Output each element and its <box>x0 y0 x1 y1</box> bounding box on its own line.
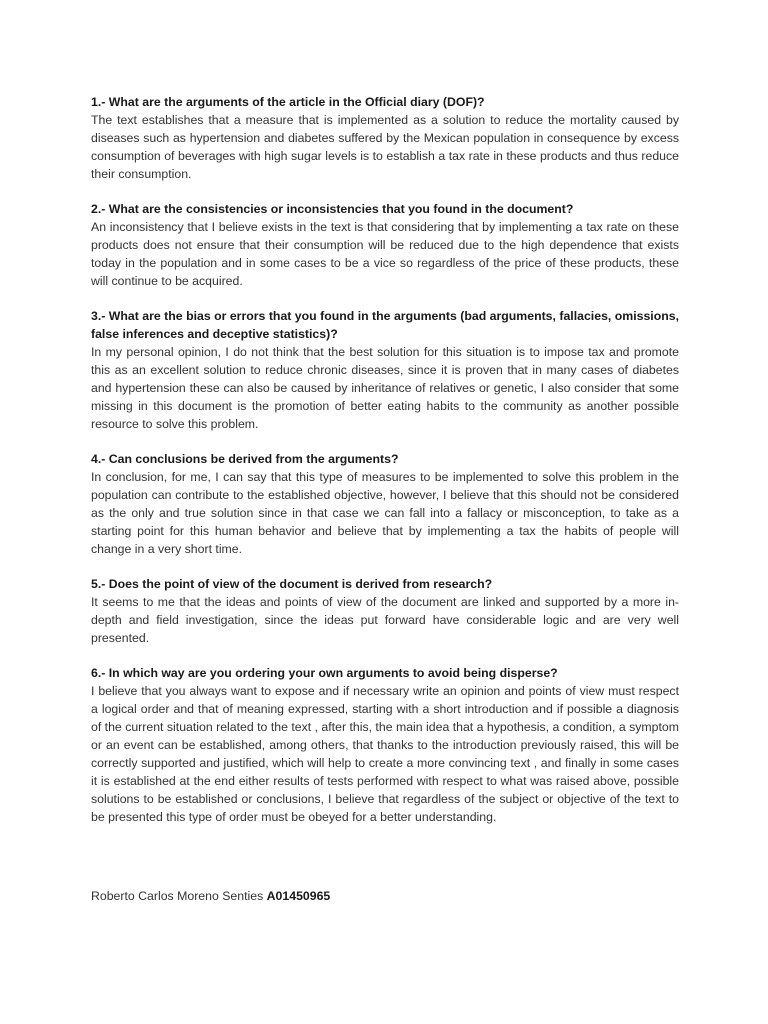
qa-block-6 <box>91 664 679 826</box>
question-heading: 3.- What are the bias or errors that you found in the arguments (bad arguments, fallacies, omissions, false inferences and deceptive statistics)? <box>91 309 679 341</box>
qa-block-1 <box>91 93 679 183</box>
author-name: Roberto Carlos Moreno Senties <box>91 889 264 903</box>
question-heading: 2.- What are the consistencies or inconsistencies that you found in the document? <box>91 202 574 216</box>
answer-paragraph: An inconsistency that I believe exists in the text is that considering that by implementing a tax rate on these products does not ensure that their consumption will be reduced due to the high dependence that exists today in the population and in some cases to be a vice so regardless of the price of these products, these will continue to be acquired. <box>91 220 679 288</box>
author-signature <box>91 887 330 905</box>
qa-block-3 <box>91 307 679 433</box>
answer-paragraph: The text establishes that a measure that is implemented as a solution to reduce the mortality caused by diseases such as hypertension and diabetes suffered by the Mexican population in consequence by excess consumption of beverages with high sugar levels is to establish a tax rate in these products and thus reduce their consumption. <box>91 113 679 181</box>
answer-paragraph: I believe that you always want to expose and if necessary write an opinion and points of view must respect a logical order and that of meaning expressed, starting with a short introduction and if possible a diagnosis of the current situation related to the text , after this, the main idea that a hypothesis, a condition, a symptom or an event can be established, among others, that thanks to the introduction previously raised, this will be correctly supported and justified, which will help to create a more convincing text , and finally in some cases it is established at the end either results of tests performed with respect to what was raised above, possible solutions to be established or conclusions, I believe that regardless of the subject or objective of the text to be presented this type of order must be obeyed for a better understanding. <box>91 684 679 824</box>
qa-block-2 <box>91 200 679 290</box>
question-heading: 1.- What are the arguments of the article in the Official diary (DOF)? <box>91 95 485 109</box>
question-heading: 5.- Does the point of view of the document is derived from research? <box>91 577 493 591</box>
answer-paragraph: In my personal opinion, I do not think that the best solution for this situation is to impose tax and promote this as an excellent solution to reduce chronic diseases, since it is proven that in many cases of diabetes and hypertension these can also be caused by inheritance of relatives or genetic, I also consider that some missing in this document is the promotion of better eating habits to the community as another possible resource to solve this problem. <box>91 345 679 431</box>
question-heading: 6.- In which way are you ordering your own arguments to avoid being disperse? <box>91 666 558 680</box>
answer-paragraph: It seems to me that the ideas and points of view of the document are linked and supported by a more in-depth and field investigation, since the ideas put forward have considerable logic and are very well presented. <box>91 595 679 645</box>
student-id: A01450965 <box>266 889 331 903</box>
answer-paragraph: In conclusion, for me, I can say that this type of measures to be implemented to solve this problem in the population can contribute to the established objective, however, I believe that this should not be considered as the only and true solution since in that case we can fall into a fallacy or misconception, to take as a starting point for this human behavior and believe that by implementing a tax the habits of people will change in a very short time. <box>91 470 679 556</box>
document-body <box>91 93 679 843</box>
qa-block-5 <box>91 575 679 647</box>
qa-block-4 <box>91 450 679 558</box>
question-heading: 4.- Can conclusions be derived from the arguments? <box>91 452 399 466</box>
